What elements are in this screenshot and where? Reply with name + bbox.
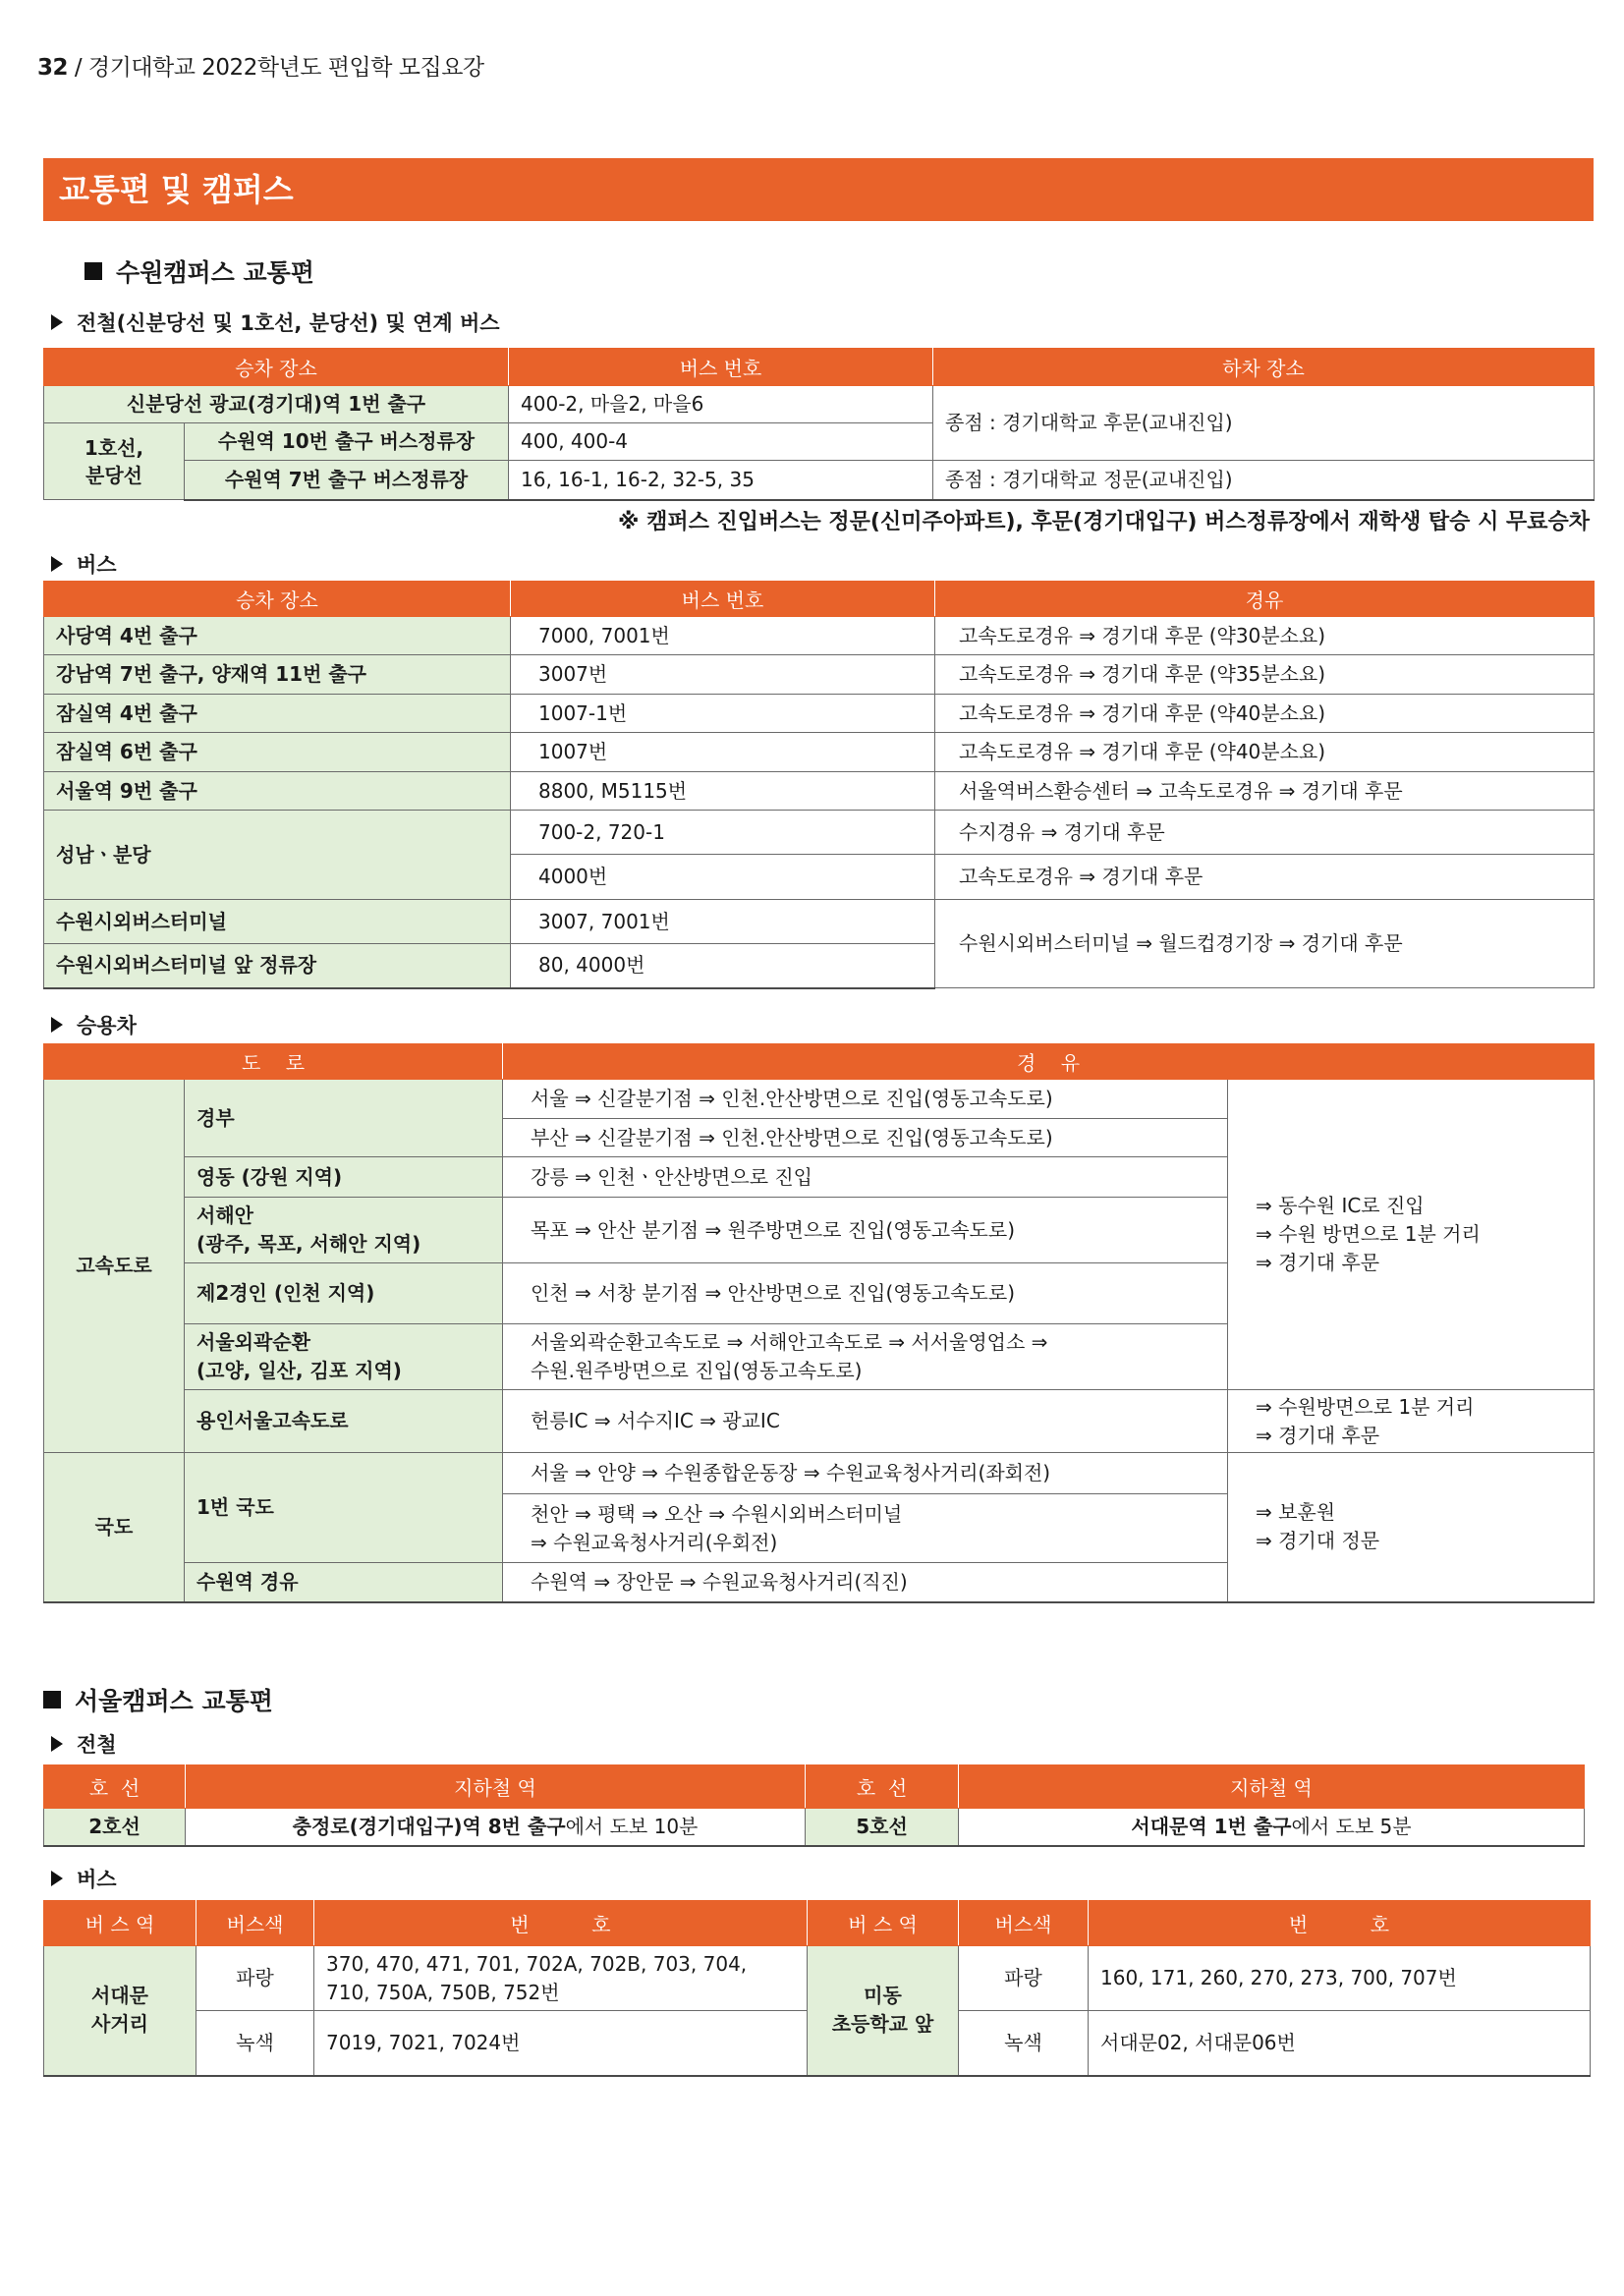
suwon-subway-subtitle: 전철(신분당선 및 1호선, 분당선) 및 연계 버스 [51,308,500,337]
route-via: 천안 ⇒ 평택 ⇒ 오산 ⇒ 수원시외버스터미널 ⇒ 수원교육청사거리(우회전) [503,1494,1228,1563]
bus-color: 녹색 [196,2011,314,2076]
line-number: 5호선 [806,1809,959,1846]
boarding-place: 강남역 7번 출구, 양재역 11번 출구 [44,655,511,695]
col-header: 버 스 역 [808,1901,959,1946]
triangle-bullet-icon [51,1871,63,1886]
triangle-bullet-icon [51,1736,63,1752]
col-header: 경유 [935,582,1595,617]
route-via: 서울외곽순환고속도로 ⇒ 서해안고속도로 ⇒ 서서울영업소 ⇒ 수원.원주방면으로 진입(영동고속도로) [503,1324,1228,1390]
station-info: 충정로(경기대입구)역 8번 출구에서 도보 10분 [186,1809,806,1846]
col-header: 버스색 [196,1901,314,1946]
col-header: 번 호 [1089,1901,1591,1946]
seoul-bus-subtitle: 버스 [51,1864,117,1893]
header-separator: / [68,55,88,81]
route-via: 고속도로경유 ⇒ 경기대 후문 (약40분소요) [935,695,1595,733]
triangle-bullet-icon [51,1017,63,1033]
bus-color: 파랑 [959,1946,1089,2011]
col-header: 번 호 [314,1901,808,1946]
boarding-place: 잠실역 6번 출구 [44,733,511,772]
triangle-bullet-icon [51,556,63,572]
col-header: 승차 장소 [44,349,509,386]
road-name: 서해안 (광주, 목포, 서해안 지역) [185,1198,503,1263]
bus-number: 3007, 7001번 [511,900,935,944]
station-info: 서대문역 1번 출구에서 도보 5분 [959,1809,1585,1846]
bus-number: 400-2, 마을2, 마을6 [509,386,933,423]
bus-number: 700-2, 720-1 [511,811,935,855]
route-via: 고속도로경유 ⇒ 경기대 후문 (약30분소요) [935,617,1595,655]
line-group: 1호선, 분당선 [44,423,185,500]
road-category-national: 국도 [44,1453,185,1602]
route-via: 수지경유 ⇒ 경기대 후문 [935,811,1595,855]
boarding-place: 잠실역 4번 출구 [44,695,511,733]
col-header: 지하철 역 [186,1765,806,1809]
route-via: 헌릉IC ⇒ 서수지IC ⇒ 광교IC [503,1390,1228,1453]
suwon-bus-table [43,581,1595,989]
boarding-place: 수원역 10번 출구 버스정류장 [185,423,509,461]
route-via: 강릉 ⇒ 인천ㆍ안산방면으로 진입 [503,1157,1228,1198]
bus-number: 8800, M5115번 [511,772,935,811]
col-header: 호 선 [806,1765,959,1809]
bus-number: 1007-1번 [511,695,935,733]
boarding-place: 사당역 4번 출구 [44,617,511,655]
boarding-place: 성남ㆍ분당 [44,811,511,900]
road-category-highway: 고속도로 [44,1080,185,1453]
suwon-bus-subtitle: 버스 [51,549,117,579]
boarding-place: 수원시외버스터미널 [44,900,511,944]
bus-numbers: 160, 171, 260, 270, 273, 700, 707번 [1089,1946,1591,2011]
route-via: 수원역 ⇒ 장안문 ⇒ 수원교육청사거리(직진) [503,1563,1228,1602]
boarding-place: 서울역 9번 출구 [44,772,511,811]
road-name: 수원역 경유 [185,1563,503,1602]
col-header: 버 스 역 [44,1901,196,1946]
square-bullet-icon [84,262,102,280]
bus-number: 16, 16-1, 16-2, 32-5, 35 [509,461,933,500]
bus-color: 파랑 [196,1946,314,2011]
page-number: 32 [37,55,69,81]
bus-stop: 미동 초등학교 앞 [808,1946,959,2076]
drop-place: 종점 : 경기대학교 정문(교내진입) [933,461,1595,500]
route-final: ⇒ 수원방면으로 1분 거리 ⇒ 경기대 후문 [1228,1390,1595,1453]
free-ride-note: ※ 캠퍼스 진입버스는 정문(신미주아파트), 후문(경기대입구) 버스정류장에서 재학생 탑승 시 무료승차 [618,510,1590,534]
route-via: 부산 ⇒ 신갈분기점 ⇒ 인천.안산방면으로 진입(영동고속도로) [503,1119,1228,1157]
road-name: 제2경인 (인천 지역) [185,1263,503,1324]
col-header: 승차 장소 [44,582,511,617]
bus-number: 7000, 7001번 [511,617,935,655]
bus-stop: 서대문 사거리 [44,1946,196,2076]
bus-color: 녹색 [959,2011,1089,2076]
col-header: 호 선 [44,1765,186,1809]
header-title: 경기대학교 2022학년도 편입학 모집요강 [87,55,484,81]
route-final: ⇒ 보훈원 ⇒ 경기대 정문 [1228,1453,1595,1602]
drop-place: 종점 : 경기대학교 후문(교내진입) [933,386,1595,461]
route-final: ⇒ 동수원 IC로 진입 ⇒ 수원 방면으로 1분 거리 ⇒ 경기대 후문 [1228,1080,1595,1390]
seoul-subway-table [43,1764,1585,1847]
seoul-subway-subtitle: 전철 [51,1729,117,1759]
col-header: 하차 장소 [933,349,1595,386]
road-name: 용인서울고속도로 [185,1390,503,1453]
line-number: 2호선 [44,1809,186,1846]
bus-numbers: 7019, 7021, 7024번 [314,2011,808,2076]
bus-number: 4000번 [511,855,935,900]
bus-number: 80, 4000번 [511,944,935,988]
route-via: 인천 ⇒ 서창 분기점 ⇒ 안산방면으로 진입(영동고속도로) [503,1263,1228,1324]
suwon-section-title: 수원캠퍼스 교통편 [84,253,314,289]
route-via: 고속도로경유 ⇒ 경기대 후문 (약35분소요) [935,655,1595,695]
page-header [37,49,484,82]
col-header: 버스 번호 [511,582,935,617]
boarding-place: 신분당선 광교(경기대)역 1번 출구 [44,386,509,423]
triangle-bullet-icon [51,314,63,330]
bus-number: 3007번 [511,655,935,695]
col-header: 경 유 [503,1044,1595,1080]
route-via: 서울역버스환승센터 ⇒ 고속도로경유 ⇒ 경기대 후문 [935,772,1595,811]
road-name: 경부 [185,1080,503,1157]
suwon-subway-table [43,348,1595,501]
section-banner: 교통편 및 캠퍼스 [43,158,1594,221]
col-header: 버스 번호 [509,349,933,386]
suwon-car-table [43,1043,1595,1603]
boarding-place: 수원시외버스터미널 앞 정류장 [44,944,511,988]
route-via: 고속도로경유 ⇒ 경기대 후문 (약40분소요) [935,733,1595,772]
route-via: 서울 ⇒ 안양 ⇒ 수원종합운동장 ⇒ 수원교육청사거리(좌회전) [503,1453,1228,1494]
bus-numbers: 서대문02, 서대문06번 [1089,2011,1591,2076]
boarding-place: 수원역 7번 출구 버스정류장 [185,461,509,500]
seoul-bus-table [43,1900,1591,2077]
col-header: 도 로 [44,1044,503,1080]
col-header: 지하철 역 [959,1765,1585,1809]
route-via: 서울 ⇒ 신갈분기점 ⇒ 인천.안산방면으로 진입(영동고속도로) [503,1080,1228,1119]
bus-number: 1007번 [511,733,935,772]
route-via: 수원시외버스터미널 ⇒ 월드컵경기장 ⇒ 경기대 후문 [935,900,1595,988]
bus-numbers: 370, 470, 471, 701, 702A, 702B, 703, 704, 710, 750A, 750B, 752번 [314,1946,808,2011]
road-name: 서울외곽순환 (고양, 일산, 김포 지역) [185,1324,503,1390]
suwon-car-subtitle: 승용차 [51,1010,137,1039]
route-via: 목포 ⇒ 안산 분기점 ⇒ 원주방면으로 진입(영동고속도로) [503,1198,1228,1263]
road-name: 영동 (강원 지역) [185,1157,503,1198]
road-name: 1번 국도 [185,1453,503,1563]
seoul-section-title: 서울캠퍼스 교통편 [43,1682,273,1717]
route-via: 고속도로경유 ⇒ 경기대 후문 [935,855,1595,900]
square-bullet-icon [43,1691,61,1708]
bus-number: 400, 400-4 [509,423,933,461]
col-header: 버스색 [959,1901,1089,1946]
